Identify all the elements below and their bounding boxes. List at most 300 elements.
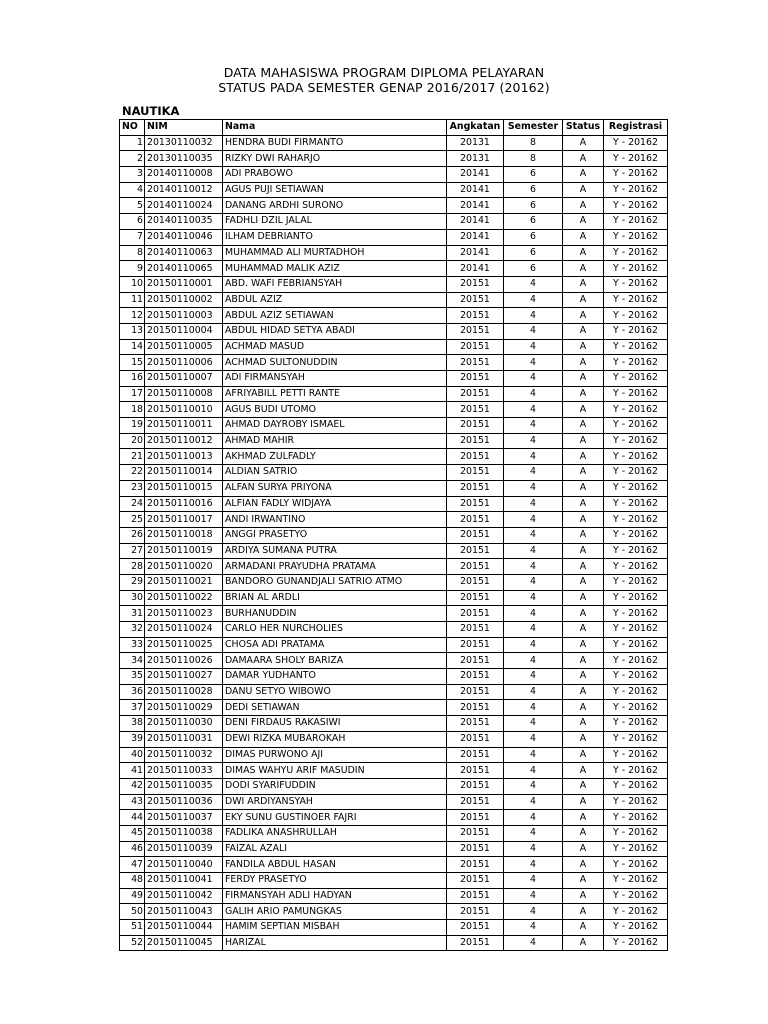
cell-nim: 20150110020 — [145, 559, 223, 575]
cell-no: 1 — [120, 135, 145, 151]
table-row — [120, 904, 668, 920]
cell-nim: 20150110016 — [145, 496, 223, 512]
cell-registrasi: Y - 20162 — [604, 214, 668, 230]
table-row — [120, 527, 668, 543]
cell-angkatan: 20151 — [447, 402, 504, 418]
cell-no: 11 — [120, 292, 145, 308]
cell-angkatan: 20151 — [447, 527, 504, 543]
cell-status: A — [563, 700, 604, 716]
cell-nama: FADHLI DZIL JALAL — [223, 214, 447, 230]
cell-nama: ALDIAN SATRIO — [223, 465, 447, 481]
cell-semester: 4 — [504, 574, 563, 590]
cell-nim: 20140110035 — [145, 214, 223, 230]
cell-semester: 4 — [504, 920, 563, 936]
cell-status: A — [563, 669, 604, 685]
header-angkatan: Angkatan — [447, 120, 504, 136]
cell-registrasi: Y - 20162 — [604, 684, 668, 700]
cell-nim: 20150110039 — [145, 841, 223, 857]
cell-no: 52 — [120, 935, 145, 951]
cell-registrasi: Y - 20162 — [604, 308, 668, 324]
cell-no: 13 — [120, 323, 145, 339]
cell-nim: 20150110043 — [145, 904, 223, 920]
cell-nim: 20150110021 — [145, 574, 223, 590]
cell-angkatan: 20151 — [447, 292, 504, 308]
cell-no: 14 — [120, 339, 145, 355]
cell-nim: 20150110002 — [145, 292, 223, 308]
cell-angkatan: 20151 — [447, 825, 504, 841]
cell-status: A — [563, 527, 604, 543]
cell-status: A — [563, 135, 604, 151]
cell-registrasi: Y - 20162 — [604, 543, 668, 559]
header-nama: Nama — [223, 120, 447, 136]
header-status: Status — [563, 120, 604, 136]
cell-semester: 4 — [504, 292, 563, 308]
cell-nim: 20150110006 — [145, 355, 223, 371]
cell-nama: DANANG ARDHI SURONO — [223, 198, 447, 214]
table-row — [120, 182, 668, 198]
cell-nama: HENDRA BUDI FIRMANTO — [223, 135, 447, 151]
cell-nama: GALIH ARIO PAMUNGKAS — [223, 904, 447, 920]
cell-nim: 20150110007 — [145, 371, 223, 387]
cell-registrasi: Y - 20162 — [604, 841, 668, 857]
cell-semester: 4 — [504, 810, 563, 826]
cell-nim: 20150110011 — [145, 418, 223, 434]
cell-angkatan: 20151 — [447, 543, 504, 559]
cell-nama: FANDILA ABDUL HASAN — [223, 857, 447, 873]
cell-semester: 4 — [504, 763, 563, 779]
cell-nim: 20140110065 — [145, 261, 223, 277]
cell-nim: 20140110046 — [145, 229, 223, 245]
cell-nama: ALFAN SURYA PRIYONA — [223, 480, 447, 496]
cell-semester: 4 — [504, 402, 563, 418]
cell-semester: 4 — [504, 418, 563, 434]
cell-status: A — [563, 637, 604, 653]
cell-nama: EKY SUNU GUSTINOER FAJRI — [223, 810, 447, 826]
cell-nama: ADI PRABOWO — [223, 167, 447, 183]
cell-nim: 20150110041 — [145, 873, 223, 889]
cell-semester: 8 — [504, 135, 563, 151]
header-nim: NIM — [145, 120, 223, 136]
cell-no: 48 — [120, 873, 145, 889]
cell-no: 17 — [120, 386, 145, 402]
cell-nama: AKHMAD ZULFADLY — [223, 449, 447, 465]
cell-no: 32 — [120, 622, 145, 638]
cell-semester: 4 — [504, 527, 563, 543]
cell-registrasi: Y - 20162 — [604, 402, 668, 418]
cell-nama: ACHMAD MASUD — [223, 339, 447, 355]
cell-angkatan: 20151 — [447, 731, 504, 747]
document-title: DATA MAHASISWA PROGRAM DIPLOMA PELAYARAN — [223, 65, 545, 80]
cell-no: 6 — [120, 214, 145, 230]
cell-registrasi: Y - 20162 — [604, 323, 668, 339]
document-subtitle: STATUS PADA SEMESTER GENAP 2016/2017 (20162) — [218, 80, 550, 95]
cell-angkatan: 20151 — [447, 763, 504, 779]
cell-nama: DEWI RIZKA MUBAROKAH — [223, 731, 447, 747]
cell-registrasi: Y - 20162 — [604, 873, 668, 889]
cell-semester: 4 — [504, 496, 563, 512]
cell-no: 47 — [120, 857, 145, 873]
cell-no: 35 — [120, 669, 145, 685]
cell-status: A — [563, 198, 604, 214]
cell-semester: 4 — [504, 731, 563, 747]
cell-status: A — [563, 167, 604, 183]
cell-nama: DAMAARA SHOLY BARIZA — [223, 653, 447, 669]
cell-registrasi: Y - 20162 — [604, 731, 668, 747]
cell-semester: 4 — [504, 888, 563, 904]
cell-angkatan: 20151 — [447, 339, 504, 355]
cell-angkatan: 20151 — [447, 559, 504, 575]
cell-angkatan: 20151 — [447, 747, 504, 763]
table-row — [120, 700, 668, 716]
cell-status: A — [563, 465, 604, 481]
cell-status: A — [563, 323, 604, 339]
cell-nim: 20150110032 — [145, 747, 223, 763]
header-no: NO — [120, 120, 145, 136]
cell-status: A — [563, 810, 604, 826]
cell-nama: ABDUL AZIZ — [223, 292, 447, 308]
cell-angkatan: 20151 — [447, 810, 504, 826]
cell-no: 26 — [120, 527, 145, 543]
cell-no: 2 — [120, 151, 145, 167]
cell-nama: BANDORO GUNANDJALI SATRIO ATMO — [223, 574, 447, 590]
cell-nim: 20150110031 — [145, 731, 223, 747]
cell-registrasi: Y - 20162 — [604, 449, 668, 465]
cell-status: A — [563, 308, 604, 324]
cell-no: 22 — [120, 465, 145, 481]
cell-nama: DENI FIRDAUS RAKASIWI — [223, 716, 447, 732]
cell-semester: 4 — [504, 339, 563, 355]
cell-nama: AHMAD MAHIR — [223, 433, 447, 449]
cell-no: 18 — [120, 402, 145, 418]
cell-no: 30 — [120, 590, 145, 606]
cell-no: 12 — [120, 308, 145, 324]
cell-registrasi: Y - 20162 — [604, 716, 668, 732]
cell-semester: 6 — [504, 198, 563, 214]
table-row — [120, 920, 668, 936]
cell-nama: ARDIYA SUMANA PUTRA — [223, 543, 447, 559]
cell-registrasi: Y - 20162 — [604, 700, 668, 716]
cell-nama: ABDUL HIDAD SETYA ABADI — [223, 323, 447, 339]
table-header-row — [120, 120, 668, 136]
cell-angkatan: 20151 — [447, 512, 504, 528]
cell-nim: 20150110003 — [145, 308, 223, 324]
cell-nama: MUHAMMAD ALI MURTADHOH — [223, 245, 447, 261]
table-row — [120, 888, 668, 904]
table-row — [120, 841, 668, 857]
cell-angkatan: 20151 — [447, 669, 504, 685]
cell-status: A — [563, 214, 604, 230]
table-row — [120, 731, 668, 747]
cell-semester: 4 — [504, 825, 563, 841]
cell-semester: 4 — [504, 386, 563, 402]
cell-status: A — [563, 496, 604, 512]
cell-nim: 20150110036 — [145, 794, 223, 810]
cell-no: 3 — [120, 167, 145, 183]
cell-no: 36 — [120, 684, 145, 700]
cell-angkatan: 20141 — [447, 214, 504, 230]
cell-nim: 20150110022 — [145, 590, 223, 606]
cell-nim: 20140110063 — [145, 245, 223, 261]
cell-registrasi: Y - 20162 — [604, 622, 668, 638]
table-row — [120, 167, 668, 183]
cell-nama: HARIZAL — [223, 935, 447, 951]
cell-status: A — [563, 763, 604, 779]
table-row — [120, 198, 668, 214]
cell-angkatan: 20151 — [447, 480, 504, 496]
cell-angkatan: 20151 — [447, 590, 504, 606]
cell-semester: 6 — [504, 214, 563, 230]
cell-nama: ABDUL AZIZ SETIAWAN — [223, 308, 447, 324]
cell-nama: MUHAMMAD MALIK AZIZ — [223, 261, 447, 277]
cell-nama: AFRIYABILL PETTI RANTE — [223, 386, 447, 402]
cell-registrasi: Y - 20162 — [604, 371, 668, 387]
cell-registrasi: Y - 20162 — [604, 794, 668, 810]
cell-nim: 20150110033 — [145, 763, 223, 779]
cell-semester: 4 — [504, 637, 563, 653]
cell-registrasi: Y - 20162 — [604, 465, 668, 481]
cell-status: A — [563, 182, 604, 198]
cell-no: 16 — [120, 371, 145, 387]
cell-registrasi: Y - 20162 — [604, 653, 668, 669]
cell-angkatan: 20151 — [447, 904, 504, 920]
table-row — [120, 637, 668, 653]
header-registrasi: Registrasi — [604, 120, 668, 136]
table-row — [120, 825, 668, 841]
table-row — [120, 559, 668, 575]
cell-nim: 20130110035 — [145, 151, 223, 167]
cell-semester: 4 — [504, 433, 563, 449]
cell-no: 50 — [120, 904, 145, 920]
table-row — [120, 935, 668, 951]
cell-angkatan: 20141 — [447, 261, 504, 277]
cell-nim: 20150110008 — [145, 386, 223, 402]
cell-nim: 20150110030 — [145, 716, 223, 732]
cell-angkatan: 20151 — [447, 574, 504, 590]
cell-registrasi: Y - 20162 — [604, 512, 668, 528]
cell-status: A — [563, 261, 604, 277]
cell-nim: 20150110001 — [145, 276, 223, 292]
table-row — [120, 669, 668, 685]
cell-no: 46 — [120, 841, 145, 857]
cell-nim: 20150110029 — [145, 700, 223, 716]
table-row — [120, 810, 668, 826]
cell-nim: 20150110027 — [145, 669, 223, 685]
cell-angkatan: 20141 — [447, 245, 504, 261]
cell-status: A — [563, 418, 604, 434]
cell-no: 19 — [120, 418, 145, 434]
table-row — [120, 449, 668, 465]
cell-registrasi: Y - 20162 — [604, 386, 668, 402]
cell-angkatan: 20151 — [447, 778, 504, 794]
cell-nim: 20150110042 — [145, 888, 223, 904]
table-row — [120, 622, 668, 638]
cell-angkatan: 20151 — [447, 684, 504, 700]
cell-status: A — [563, 449, 604, 465]
cell-nama: AGUS BUDI UTOMO — [223, 402, 447, 418]
cell-no: 9 — [120, 261, 145, 277]
table-row — [120, 684, 668, 700]
cell-no: 5 — [120, 198, 145, 214]
cell-nim: 20150110038 — [145, 825, 223, 841]
cell-angkatan: 20141 — [447, 198, 504, 214]
cell-nama: BURHANUDDIN — [223, 606, 447, 622]
cell-semester: 4 — [504, 716, 563, 732]
cell-status: A — [563, 888, 604, 904]
cell-registrasi: Y - 20162 — [604, 276, 668, 292]
cell-angkatan: 20151 — [447, 700, 504, 716]
table-row — [120, 339, 668, 355]
cell-angkatan: 20151 — [447, 308, 504, 324]
cell-nama: ARMADANI PRAYUDHA PRATAMA — [223, 559, 447, 575]
cell-angkatan: 20151 — [447, 433, 504, 449]
cell-status: A — [563, 731, 604, 747]
cell-registrasi: Y - 20162 — [604, 904, 668, 920]
cell-angkatan: 20131 — [447, 135, 504, 151]
cell-nama: ANDI IRWANTINO — [223, 512, 447, 528]
cell-angkatan: 20151 — [447, 873, 504, 889]
table-row — [120, 261, 668, 277]
cell-semester: 4 — [504, 935, 563, 951]
cell-registrasi: Y - 20162 — [604, 496, 668, 512]
cell-status: A — [563, 935, 604, 951]
cell-semester: 4 — [504, 653, 563, 669]
cell-nim: 20150110013 — [145, 449, 223, 465]
cell-no: 4 — [120, 182, 145, 198]
cell-angkatan: 20151 — [447, 841, 504, 857]
cell-status: A — [563, 229, 604, 245]
cell-nim: 20150110024 — [145, 622, 223, 638]
cell-registrasi: Y - 20162 — [604, 637, 668, 653]
cell-status: A — [563, 151, 604, 167]
cell-nama: DAMAR YUDHANTO — [223, 669, 447, 685]
cell-status: A — [563, 653, 604, 669]
cell-semester: 4 — [504, 857, 563, 873]
cell-registrasi: Y - 20162 — [604, 167, 668, 183]
cell-nama: AGUS PUJI SETIAWAN — [223, 182, 447, 198]
cell-semester: 4 — [504, 700, 563, 716]
cell-status: A — [563, 543, 604, 559]
cell-nim: 20150110044 — [145, 920, 223, 936]
cell-nim: 20140110012 — [145, 182, 223, 198]
table-row — [120, 857, 668, 873]
table-row — [120, 245, 668, 261]
cell-no: 51 — [120, 920, 145, 936]
student-table — [119, 119, 668, 951]
table-row — [120, 653, 668, 669]
cell-semester: 4 — [504, 904, 563, 920]
cell-status: A — [563, 245, 604, 261]
cell-status: A — [563, 841, 604, 857]
cell-registrasi: Y - 20162 — [604, 135, 668, 151]
table-row — [120, 135, 668, 151]
cell-no: 29 — [120, 574, 145, 590]
cell-no: 15 — [120, 355, 145, 371]
cell-registrasi: Y - 20162 — [604, 480, 668, 496]
cell-angkatan: 20151 — [447, 386, 504, 402]
cell-angkatan: 20131 — [447, 151, 504, 167]
cell-registrasi: Y - 20162 — [604, 920, 668, 936]
cell-registrasi: Y - 20162 — [604, 810, 668, 826]
table-row — [120, 355, 668, 371]
cell-no: 8 — [120, 245, 145, 261]
cell-nama: DIMAS PURWONO AJI — [223, 747, 447, 763]
cell-semester: 4 — [504, 355, 563, 371]
cell-nama: FERDY PRASETYO — [223, 873, 447, 889]
cell-nama: HAMIM SEPTIAN MISBAH — [223, 920, 447, 936]
cell-semester: 4 — [504, 590, 563, 606]
cell-no: 20 — [120, 433, 145, 449]
cell-registrasi: Y - 20162 — [604, 198, 668, 214]
cell-status: A — [563, 276, 604, 292]
cell-no: 7 — [120, 229, 145, 245]
cell-registrasi: Y - 20162 — [604, 763, 668, 779]
cell-semester: 4 — [504, 323, 563, 339]
cell-registrasi: Y - 20162 — [604, 261, 668, 277]
cell-nama: ILHAM DEBRIANTO — [223, 229, 447, 245]
cell-semester: 4 — [504, 778, 563, 794]
cell-no: 24 — [120, 496, 145, 512]
cell-nama: FADLIKA ANASHRULLAH — [223, 825, 447, 841]
cell-status: A — [563, 559, 604, 575]
cell-semester: 4 — [504, 512, 563, 528]
cell-registrasi: Y - 20162 — [604, 747, 668, 763]
cell-registrasi: Y - 20162 — [604, 339, 668, 355]
cell-registrasi: Y - 20162 — [604, 229, 668, 245]
table-row — [120, 747, 668, 763]
cell-angkatan: 20151 — [447, 653, 504, 669]
cell-angkatan: 20151 — [447, 857, 504, 873]
cell-no: 23 — [120, 480, 145, 496]
cell-status: A — [563, 386, 604, 402]
cell-nim: 20130110032 — [145, 135, 223, 151]
cell-status: A — [563, 873, 604, 889]
table-row — [120, 433, 668, 449]
cell-nama: ANGGI PRASETYO — [223, 527, 447, 543]
cell-nama: DANU SETYO WIBOWO — [223, 684, 447, 700]
cell-status: A — [563, 371, 604, 387]
cell-no: 43 — [120, 794, 145, 810]
cell-semester: 4 — [504, 308, 563, 324]
cell-registrasi: Y - 20162 — [604, 888, 668, 904]
cell-semester: 4 — [504, 747, 563, 763]
table-row — [120, 276, 668, 292]
cell-semester: 4 — [504, 480, 563, 496]
cell-registrasi: Y - 20162 — [604, 574, 668, 590]
cell-nim: 20150110040 — [145, 857, 223, 873]
cell-status: A — [563, 402, 604, 418]
cell-no: 37 — [120, 700, 145, 716]
cell-semester: 4 — [504, 276, 563, 292]
cell-no: 49 — [120, 888, 145, 904]
table-row — [120, 292, 668, 308]
cell-registrasi: Y - 20162 — [604, 590, 668, 606]
cell-angkatan: 20141 — [447, 229, 504, 245]
cell-angkatan: 20151 — [447, 496, 504, 512]
cell-registrasi: Y - 20162 — [604, 778, 668, 794]
cell-nama: ABD. WAFI FEBRIANSYAH — [223, 276, 447, 292]
cell-registrasi: Y - 20162 — [604, 245, 668, 261]
cell-angkatan: 20151 — [447, 276, 504, 292]
cell-nim: 20150110023 — [145, 606, 223, 622]
cell-nama: DIMAS WAHYU ARIF MASUDIN — [223, 763, 447, 779]
cell-angkatan: 20151 — [447, 449, 504, 465]
cell-semester: 4 — [504, 794, 563, 810]
table-row — [120, 778, 668, 794]
cell-angkatan: 20151 — [447, 465, 504, 481]
cell-registrasi: Y - 20162 — [604, 669, 668, 685]
cell-nim: 20150110014 — [145, 465, 223, 481]
table-row — [120, 574, 668, 590]
